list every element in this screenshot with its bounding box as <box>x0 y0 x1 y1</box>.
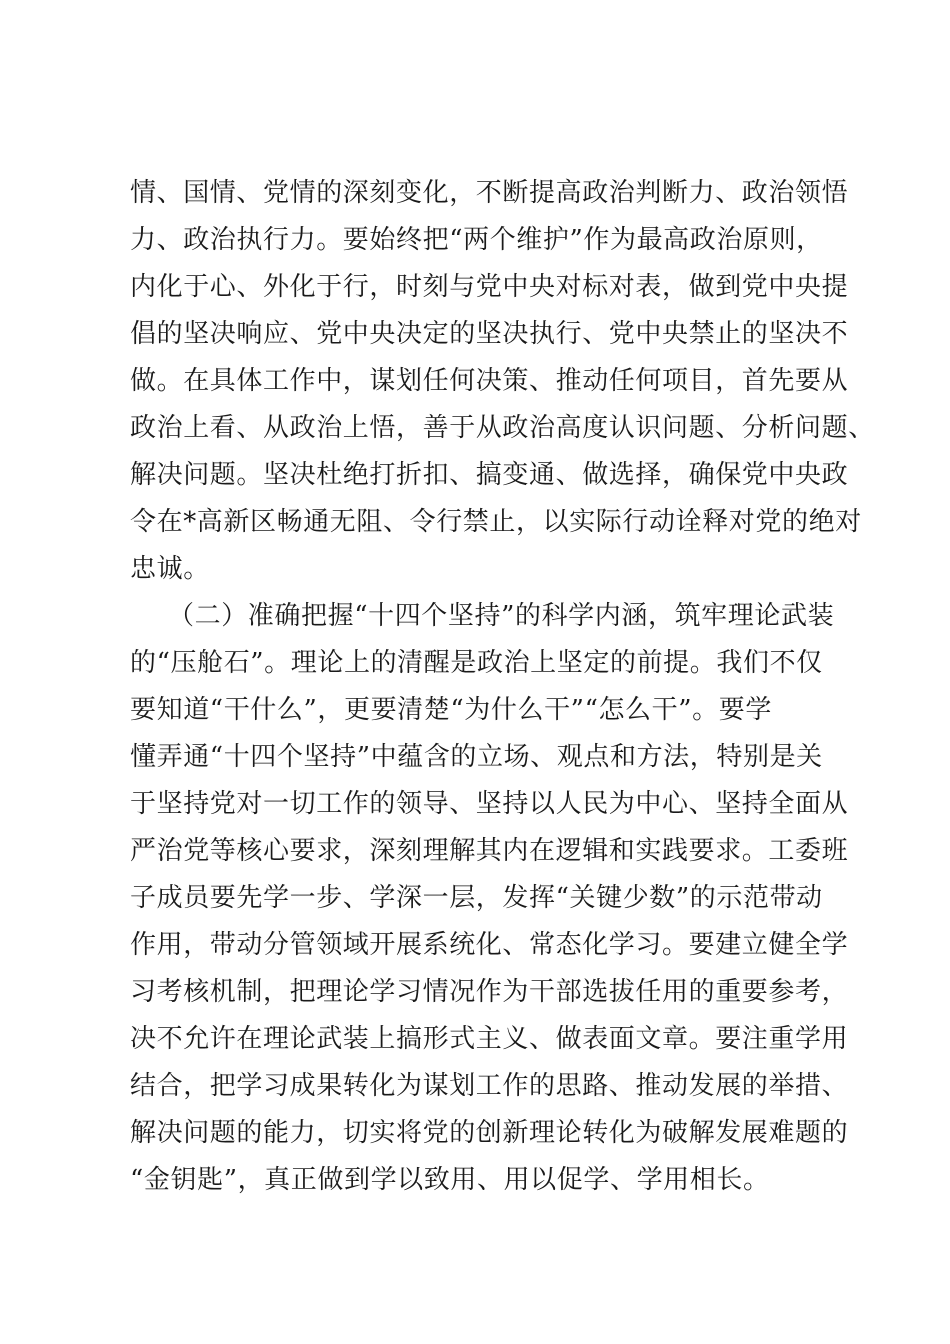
text-line: 力、政治执行力。要始终把“两个维护”作为最高政治原则， <box>130 225 823 255</box>
text-line: 情、国情、党情的深刻变化，不断提高政治判断力、政治领悟 <box>130 178 849 208</box>
body-text <box>130 170 875 1204</box>
text-line: 的“压舱石”。理论上的清醒是政治上坚定的前提。我们不仅 <box>130 648 823 678</box>
text-line: 作用，带动分管领域开展系统化、常态化学习。要建立健全学 <box>130 930 849 960</box>
text-line: 令在*高新区畅通无阻、令行禁止，以实际行动诠释对党的绝对 <box>130 507 862 537</box>
text-line: 倡的坚决响应、党中央决定的坚决执行、党中央禁止的坚决不 <box>130 319 849 349</box>
text-line: 解决问题的能力，切实将党的创新理论转化为破解发展难题的 <box>130 1118 849 1148</box>
text-line: “金钥匙”，真正做到学以致用、用以促学、学用相长。 <box>130 1165 770 1195</box>
text-line: 政治上看、从政治上悟，善于从政治高度认识问题、分析问题、 <box>130 413 875 443</box>
text-line: 做。在具体工作中，谋划任何决策、推动任何项目，首先要从 <box>130 366 849 396</box>
text-line: 内化于心、外化于行，时刻与党中央对标对表，做到党中央提 <box>130 272 849 302</box>
text-line: 忠诚。 <box>130 554 210 584</box>
text-line: 严治党等核心要求，深刻理解其内在逻辑和实践要求。工委班 <box>130 836 849 866</box>
text-line: 结合，把学习成果转化为谋划工作的思路、推动发展的举措、 <box>130 1071 849 1101</box>
text-line: 决不允许在理论武装上搞形式主义、做表面文章。要注重学用 <box>130 1024 849 1054</box>
text-line: 解决问题。坚决杜绝打折扣、搞变通、做选择，确保党中央政 <box>130 460 849 490</box>
text-line: 懂弄通“十四个坚持”中蕴含的立场、观点和方法，特别是关 <box>130 742 823 772</box>
text-line: 子成员要先学一步、学深一层，发挥“关键少数”的示范带动 <box>130 883 823 913</box>
text-line: 习考核机制，把理论学习情况作为干部选拔任用的重要参考， <box>130 977 849 1007</box>
text-line: 要知道“干什么”，更要清楚“为什么干”“怎么干”。要学 <box>130 695 772 725</box>
section-heading-line: （二）准确把握“十四个坚持”的科学内涵，筑牢理论武装 <box>168 601 835 631</box>
text-line: 于坚持党对一切工作的领导、坚持以人民为中心、坚持全面从 <box>130 789 849 819</box>
